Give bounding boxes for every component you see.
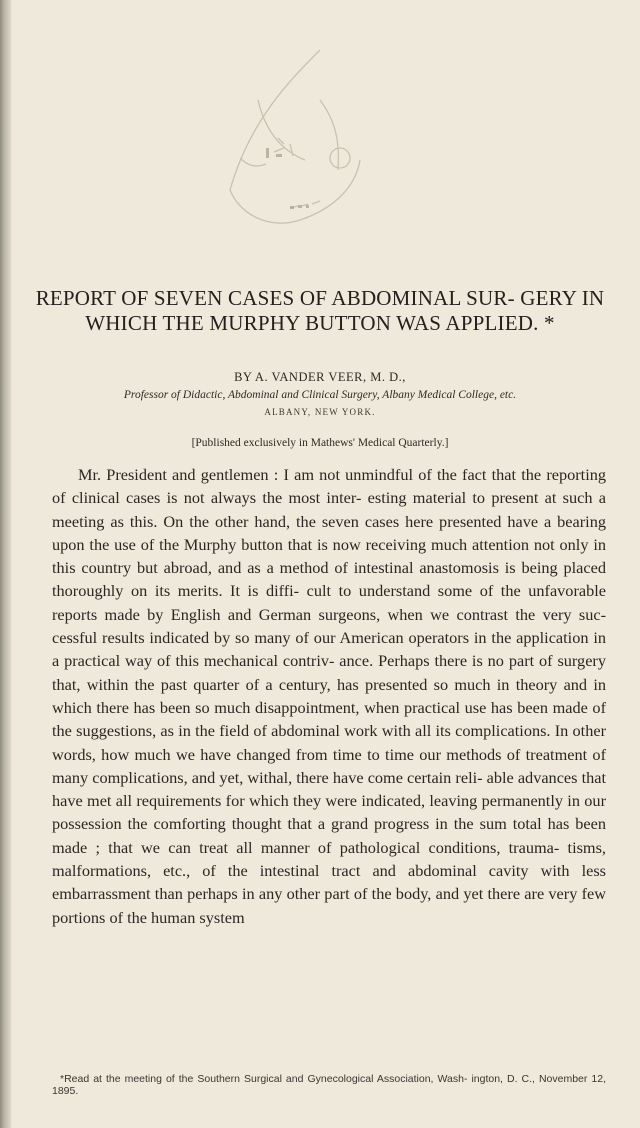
author-byline: BY A. VANDER VEER, M. D., <box>234 370 406 384</box>
article-title: REPORT OF SEVEN CASES OF ABDOMINAL SUR- GERY IN WHICH THE MURPHY BUTTON WAS APPLIED. * <box>35 286 605 335</box>
publication-note: [Published exclusively in Mathews' Medical Quarterly.] <box>191 437 449 449</box>
binding-edge <box>0 0 12 1128</box>
article-body: Mr. President and gentlemen : I am not unmindful of the fact that the reporting of clinical cases is not always the most inter- esting material to present at such a meeting as this. On the other hand, the seven cases here presented have a bearing upon the use of the Murphy button that is now receiving much attention not only in this country but abroad, and as a method of intestinal anastomosis is being placed thoroughly on its merits. It is diffi- cult to understand some of the unfavorable reports made by English and German surgeons, when we contrast the very suc- cessful results indicated by so many of our American operators in the application in a practical way of this mechanical contriv- ance. Perhaps there is no part of surgery that, within the past quarter of a century, has presented so much in theory and in which there has been so much disappointment, when practical use has been made of the suggestions, as in the field of abdominal work with all its complications. In other words, how much we have changed from time to time our methods of treatment of many complications, and yet, withal, there have come certain reli- able advances that have met all requirements for which they were indicated, leaving permanently in our possession the comforting thought that a grand progress in the sum total has been made ; that we can treat all manner of pathological conditions, trauma- tisms, malformations, etc., of the intestinal tract and abdominal cavity with less embarrassment than perhaps in any other part of the body, and yet there are very few portions of the human system <box>52 465 606 927</box>
library-stamp <box>170 40 380 240</box>
author-affiliation: Professor of Didactic, Abdominal and Clinical Surgery, Albany Medical College, etc. <box>123 389 517 401</box>
footnote: *Read at the meeting of the Southern Surgical and Gynecological Association, Wash- ington, D. C., November 12, 1895. <box>52 1073 606 1097</box>
author-location: ALBANY, NEW YORK. <box>264 407 376 417</box>
